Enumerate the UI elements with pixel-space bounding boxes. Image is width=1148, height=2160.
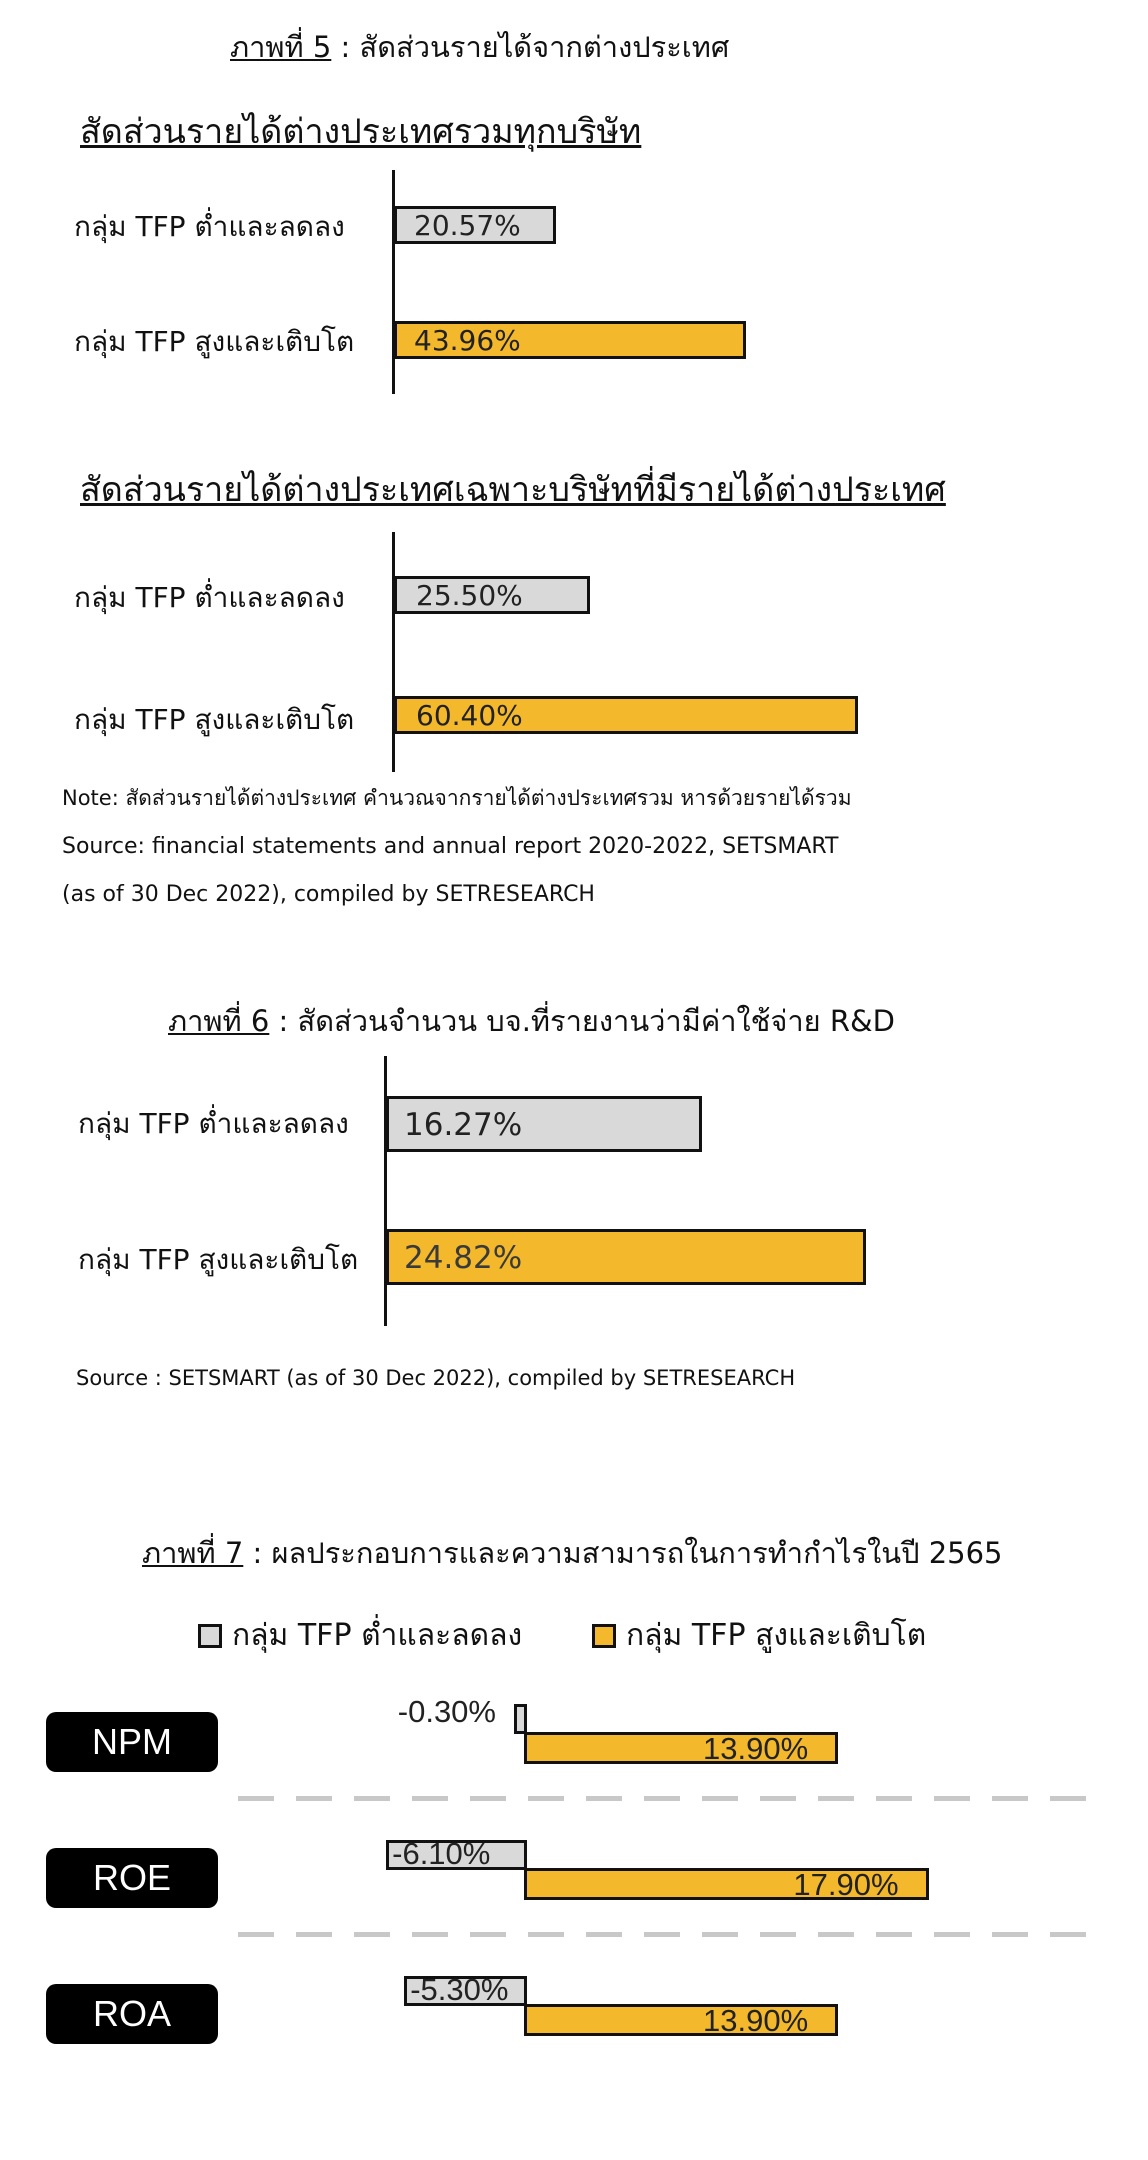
figure5-caption-prefix: ภาพที่ 5 [230,30,332,64]
chart3-category-high: กลุ่ม TFP สูงและเติบโต [78,1243,359,1276]
chart2-value-high: 60.40% [416,699,523,732]
chart4-value-high-roe: 17.90% [793,1867,899,1902]
chart1-category-low: กลุ่ม TFP ต่ำและลดลง [74,210,345,243]
chart1-category-high: กลุ่ม TFP สูงและเติบโต [74,325,355,358]
chart1-title: สัดส่วนรายได้ต่างประเทศรวมทุกบริษัท [80,112,642,152]
chart4-value-high-npm: 13.90% [703,1731,809,1766]
figure5-note: Note: สัดส่วนรายได้ต่างประเทศ คำนวณจากรายได้ต่างประเทศรวม หารด้วยรายได้รวม [62,786,852,810]
chart4-value-low-roe: -6.10% [392,1836,491,1871]
metric-badge-npm: NPM [46,1712,218,1772]
chart1-value-high: 43.96% [414,324,521,357]
chart2-value-low: 25.50% [416,579,523,612]
figure6-source: Source : SETSMART (as of 30 Dec 2022), compiled by SETRESEARCH [76,1366,796,1390]
figure5-caption-text: : สัดส่วนรายได้จากต่างประเทศ [331,30,730,64]
figure5-source-line2: (as of 30 Dec 2022), compiled by SETRESEARCH [62,882,595,907]
chart3-value-low: 16.27% [404,1107,523,1143]
chart2-category-high: กลุ่ม TFP สูงและเติบโต [74,703,355,736]
legend-label-low: กลุ่ม TFP ต่ำและลดลง [232,1618,523,1653]
chart2-category-low: กลุ่ม TFP ต่ำและลดลง [74,581,345,614]
figure6-caption-prefix: ภาพที่ 6 [168,1004,270,1038]
figure7-caption-text: : ผลประกอบการและความสามารถในการทำกำไรในปี 2565 [243,1536,1003,1570]
figure7-caption-prefix: ภาพที่ 7 [142,1536,244,1570]
chart1-value-low: 20.57% [414,209,521,242]
chart4-value-high-roa: 13.90% [703,2003,809,2038]
chart4-value-low-roa: -5.30% [410,1972,509,2007]
figure5-source-line1: Source: financial statements and annual report 2020-2022, SETSMART [62,834,839,859]
chart2-title: สัดส่วนรายได้ต่างประเทศเฉพาะบริษัทที่มีรายได้ต่างประเทศ [80,470,946,510]
chart3-category-low: กลุ่ม TFP ต่ำและลดลง [78,1107,349,1140]
metric-badge-roa: ROA [46,1984,218,2044]
figure6-caption-text: : สัดส่วนจำนวน บจ.ที่รายงานว่ามีค่าใช้จ่าย R&D [269,1004,895,1038]
legend-label-high: กลุ่ม TFP สูงและเติบโต [626,1618,927,1653]
chart3-value-high: 24.82% [404,1240,523,1276]
chart4-value-low-npm: -0.30% [397,1694,496,1729]
metric-badge-roe: ROE [46,1848,218,1908]
chart4-bar-low-npm [514,1704,527,1734]
